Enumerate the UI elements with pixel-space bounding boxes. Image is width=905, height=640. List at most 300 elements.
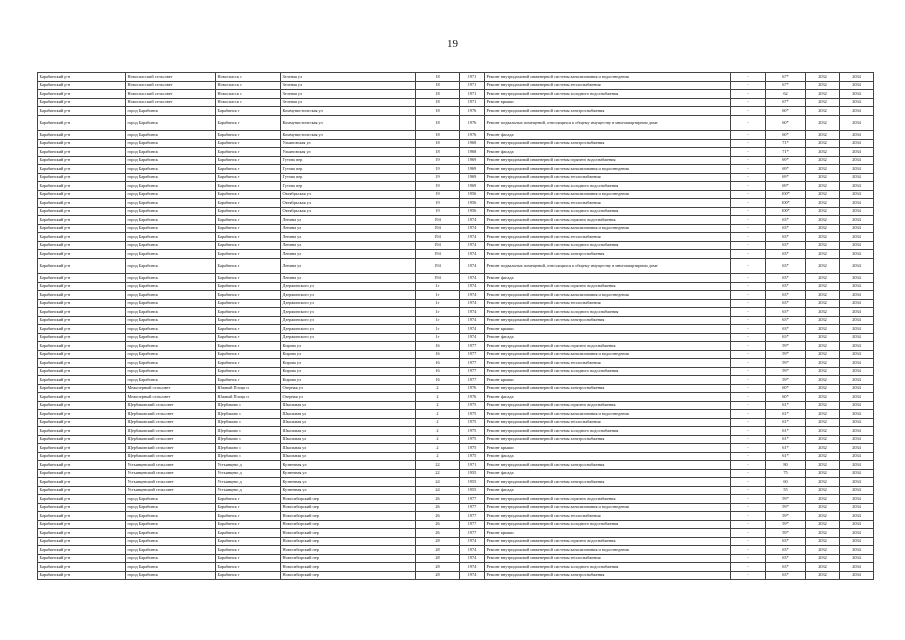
table-row: [38, 571, 874, 580]
cell-settlement: Барабинск г: [216, 316, 281, 325]
cell-street: Школьная ул: [281, 410, 416, 419]
cell-street: Коммунистическая ул: [281, 115, 416, 131]
cell-settlement: Барабинск г: [216, 139, 281, 148]
cell-municipality: город Барабинск: [126, 350, 216, 359]
cell-build-year: 1977: [460, 367, 485, 376]
table-row: [38, 190, 874, 199]
cell-year-end: 2034: [840, 282, 874, 291]
cell-district: Барабинский р-н: [38, 81, 126, 90]
cell-street: Кузнечная ул: [281, 478, 416, 487]
cell-municipality: Щербаковский сельсовет: [126, 452, 216, 461]
cell-year-end: 2034: [840, 401, 874, 410]
cell-year-end: 2034: [840, 512, 874, 521]
cell-wear-percent: 63*: [766, 571, 806, 580]
cell-work-type: Ремонт крыши: [485, 376, 731, 385]
cell-build-year: 1975: [460, 401, 485, 410]
cell-district: Барабинский р-н: [38, 410, 126, 419]
cell-municipality: город Барабинск: [126, 258, 216, 274]
cell-build-year: 1974: [460, 546, 485, 555]
cell-year-end: 2034: [840, 165, 874, 174]
cell-wear-percent: 60*: [766, 393, 806, 402]
cell-year-end: 2034: [840, 90, 874, 99]
cell-house-number: 16: [416, 367, 460, 376]
cell-wear-percent: 67*: [766, 81, 806, 90]
cell-house-number: 28: [416, 554, 460, 563]
table-row: [38, 546, 874, 555]
cell-settlement: Барабинск г: [216, 376, 281, 385]
cell-street: Новосибирский пер: [281, 512, 416, 521]
cell-gap: -: [731, 316, 766, 325]
cell-build-year: 1968: [460, 139, 485, 148]
cell-wear-percent: 63*: [766, 291, 806, 300]
cell-district: Барабинский р-н: [38, 333, 126, 342]
cell-work-type: Ремонт внутридомовой инженерной системы теплоснабжения: [485, 418, 731, 427]
cell-work-type: Ремонт внутридомовой инженерной системы канализования и водоотведения: [485, 224, 731, 233]
cell-gap: -: [731, 529, 766, 538]
cell-municipality: город Барабинск: [126, 148, 216, 157]
cell-gap: -: [731, 384, 766, 393]
cell-gap: -: [731, 376, 766, 385]
cell-work-type: Ремонт внутридомовой инженерной системы горячего водоснабжения: [485, 537, 731, 546]
cell-street: Октябрьская ул: [281, 207, 416, 216]
cell-work-type: Ремонт внутридомовой инженерной системы холодного водоснабжения: [485, 563, 731, 572]
cell-settlement: Барабинск г: [216, 520, 281, 529]
cell-house-number: 2: [416, 444, 460, 453]
cell-municipality: город Барабинск: [126, 376, 216, 385]
cell-house-number: 2: [416, 427, 460, 436]
cell-year-end: 2034: [840, 81, 874, 90]
cell-build-year: 1968: [460, 148, 485, 157]
cell-municipality: город Барабинск: [126, 282, 216, 291]
cell-street: Октябрьская ул: [281, 199, 416, 208]
cell-gap: -: [731, 444, 766, 453]
cell-work-type: Ремонт внутридомовой инженерной системы электроснабжения: [485, 384, 731, 393]
table-row: [38, 199, 874, 208]
cell-house-number: 1г: [416, 325, 460, 334]
cell-wear-percent: 59*: [766, 520, 806, 529]
cell-district: Барабинский р-н: [38, 401, 126, 410]
cell-wear-percent: 59*: [766, 503, 806, 512]
cell-build-year: 1974: [460, 308, 485, 317]
cell-wear-percent: 61*: [766, 444, 806, 453]
cell-year-start: 2032: [806, 503, 840, 512]
cell-settlement: Устьянцево д: [216, 486, 281, 495]
cell-municipality: город Барабинск: [126, 241, 216, 250]
cell-house-number: 1г: [416, 291, 460, 300]
cell-gap: -: [731, 216, 766, 225]
cell-gap: -: [731, 495, 766, 504]
cell-gap: -: [731, 299, 766, 308]
cell-wear-percent: 60*: [766, 131, 806, 140]
cell-gap: -: [731, 258, 766, 274]
cell-municipality: Устьянцевский сельсовет: [126, 478, 216, 487]
cell-wear-percent: 69*: [766, 182, 806, 191]
cell-municipality: Щербаковский сельсовет: [126, 427, 216, 436]
table-row: [38, 90, 874, 99]
cell-gap: -: [731, 333, 766, 342]
cell-municipality: город Барабинск: [126, 216, 216, 225]
cell-year-start: 2032: [806, 520, 840, 529]
cell-street: Новосибирский пер: [281, 546, 416, 555]
cell-settlement: Барабинск г: [216, 224, 281, 233]
cell-year-end: 2034: [840, 571, 874, 580]
cell-house-number: 19: [416, 182, 460, 191]
cell-wear-percent: 100*: [766, 199, 806, 208]
cell-build-year: 1974: [460, 274, 485, 283]
cell-settlement: Барабинск г: [216, 156, 281, 165]
cell-municipality: город Барабинск: [126, 173, 216, 182]
cell-year-end: 2034: [840, 503, 874, 512]
cell-year-start: 2032: [806, 216, 840, 225]
cell-house-number: 19: [416, 207, 460, 216]
cell-settlement: Барабинск г: [216, 190, 281, 199]
cell-work-type: Ремонт подвальных помещений, относящихся к общему имуществу в многоквартирном доме: [485, 115, 731, 131]
cell-build-year: 1974: [460, 233, 485, 242]
cell-street: Кузнечная ул: [281, 461, 416, 470]
cell-settlement: Барабинск г: [216, 512, 281, 521]
table-row: [38, 512, 874, 521]
cell-municipality: Щербаковский сельсовет: [126, 435, 216, 444]
cell-wear-percent: 63*: [766, 308, 806, 317]
cell-house-number: 28: [416, 546, 460, 555]
table-row: [38, 410, 874, 419]
cell-municipality: Щербаковский сельсовет: [126, 418, 216, 427]
cell-district: Барабинский р-н: [38, 427, 126, 436]
cell-gap: -: [731, 325, 766, 334]
cell-district: Барабинский р-н: [38, 554, 126, 563]
cell-settlement: Устьянцево д: [216, 478, 281, 487]
cell-municipality: город Барабинск: [126, 503, 216, 512]
cell-gap: -: [731, 282, 766, 291]
cell-gap: -: [731, 131, 766, 140]
cell-district: Барабинский р-н: [38, 384, 126, 393]
cell-street: Школьная ул: [281, 401, 416, 410]
cell-work-type: Ремонт внутридомовой инженерной системы горячего водоснабжения: [485, 495, 731, 504]
cell-work-type: Ремонт внутридомовой инженерной системы электроснабжения: [485, 139, 731, 148]
cell-street: Кузнечная ул: [281, 486, 416, 495]
cell-district: Барабинский р-н: [38, 537, 126, 546]
cell-build-year: 1977: [460, 503, 485, 512]
cell-gap: -: [731, 274, 766, 283]
cell-work-type: Ремонт внутридомовой инженерной системы теплоснабжения: [485, 359, 731, 368]
cell-year-end: 2034: [840, 299, 874, 308]
cell-municipality: город Барабинск: [126, 308, 216, 317]
cell-gap: -: [731, 452, 766, 461]
cell-house-number: 194: [416, 274, 460, 283]
cell-year-start: 2032: [806, 156, 840, 165]
cell-house-number: 1г: [416, 282, 460, 291]
page-number: 19: [447, 38, 458, 50]
table-row: [38, 469, 874, 478]
cell-build-year: 1974: [460, 258, 485, 274]
cell-year-start: 2032: [806, 537, 840, 546]
cell-house-number: 28: [416, 537, 460, 546]
cell-district: Барабинский р-н: [38, 156, 126, 165]
cell-settlement: Щербаково с: [216, 427, 281, 436]
cell-work-type: Ремонт внутридомовой инженерной системы канализования и водоотведения: [485, 546, 731, 555]
cell-build-year: 1971: [460, 73, 485, 82]
cell-year-start: 2032: [806, 461, 840, 470]
cell-wear-percent: 59*: [766, 376, 806, 385]
cell-year-start: 2032: [806, 190, 840, 199]
cell-district: Барабинский р-н: [38, 376, 126, 385]
cell-settlement: Южный Плоцк п: [216, 384, 281, 393]
cell-settlement: Барабинск г: [216, 182, 281, 191]
cell-gap: -: [731, 359, 766, 368]
cell-work-type: Ремонт фасада: [485, 469, 731, 478]
table-row: [38, 250, 874, 259]
cell-wear-percent: 61*: [766, 401, 806, 410]
cell-year-start: 2032: [806, 546, 840, 555]
cell-build-year: 1976: [460, 384, 485, 393]
table-row: [38, 444, 874, 453]
cell-street: Школьная ул: [281, 427, 416, 436]
cell-district: Барабинский р-н: [38, 486, 126, 495]
cell-build-year: 1974: [460, 563, 485, 572]
cell-wear-percent: 61*: [766, 427, 806, 436]
cell-street: Ленина ул: [281, 241, 416, 250]
cell-year-end: 2034: [840, 537, 874, 546]
cell-street: Кирова ул: [281, 359, 416, 368]
cell-year-start: 2032: [806, 359, 840, 368]
table-row: [38, 316, 874, 325]
cell-build-year: 1974: [460, 554, 485, 563]
cell-year-start: 2032: [806, 258, 840, 274]
cell-wear-percent: 62: [766, 90, 806, 99]
cell-street: Коммунистическая ул: [281, 107, 416, 116]
table-row: [38, 486, 874, 495]
cell-house-number: 18: [416, 98, 460, 107]
cell-build-year: 1975: [460, 418, 485, 427]
cell-wear-percent: 61*: [766, 418, 806, 427]
cell-house-number: 24: [416, 486, 460, 495]
cell-house-number: 2: [416, 435, 460, 444]
table-row: [38, 452, 874, 461]
cell-district: Барабинский р-н: [38, 131, 126, 140]
table-row: [38, 478, 874, 487]
cell-house-number: 18: [416, 115, 460, 131]
cell-wear-percent: 63*: [766, 241, 806, 250]
cell-district: Барабинский р-н: [38, 478, 126, 487]
cell-gap: -: [731, 401, 766, 410]
cell-year-end: 2034: [840, 444, 874, 453]
cell-work-type: Ремонт внутридомовой инженерной системы теплоснабжения: [485, 199, 731, 208]
cell-municipality: город Барабинск: [126, 537, 216, 546]
cell-work-type: Ремонт внутридомовой инженерной системы горячего водоснабжения: [485, 216, 731, 225]
cell-year-end: 2034: [840, 325, 874, 334]
cell-street: Зеленая ул: [281, 73, 416, 82]
cell-street: Дзержинского ул: [281, 325, 416, 334]
cell-district: Барабинский р-н: [38, 435, 126, 444]
cell-year-start: 2032: [806, 81, 840, 90]
cell-municipality: город Барабинск: [126, 233, 216, 242]
table-row: [38, 224, 874, 233]
cell-year-start: 2032: [806, 148, 840, 157]
cell-district: Барабинский р-н: [38, 216, 126, 225]
cell-build-year: 1956: [460, 207, 485, 216]
cell-year-start: 2032: [806, 571, 840, 580]
cell-municipality: город Барабинск: [126, 571, 216, 580]
table-row: [38, 233, 874, 242]
table-row: [38, 173, 874, 182]
cell-district: Барабинский р-н: [38, 173, 126, 182]
cell-gap: -: [731, 393, 766, 402]
cell-year-start: 2032: [806, 554, 840, 563]
cell-gap: -: [731, 427, 766, 436]
table-row: [38, 156, 874, 165]
cell-municipality: Межозерный сельсовет: [126, 384, 216, 393]
table-row: [38, 563, 874, 572]
cell-build-year: 1976: [460, 393, 485, 402]
cell-street: Новосибирский пер: [281, 563, 416, 572]
cell-year-start: 2032: [806, 444, 840, 453]
cell-year-end: 2034: [840, 224, 874, 233]
cell-year-start: 2032: [806, 139, 840, 148]
cell-settlement: Барабинск г: [216, 529, 281, 538]
cell-wear-percent: 75: [766, 469, 806, 478]
cell-year-end: 2034: [840, 486, 874, 495]
cell-build-year: 1971: [460, 461, 485, 470]
cell-house-number: 2: [416, 393, 460, 402]
cell-work-type: Ремонт подвальных помещений, относящихся к общему имуществу в многоквартирном доме: [485, 258, 731, 274]
cell-district: Барабинский р-н: [38, 241, 126, 250]
cell-year-start: 2032: [806, 250, 840, 259]
cell-street: Школьная ул: [281, 435, 416, 444]
cell-build-year: 1969: [460, 165, 485, 174]
cell-district: Барабинский р-н: [38, 308, 126, 317]
cell-year-start: 2032: [806, 274, 840, 283]
cell-work-type: Ремонт внутридомовой инженерной системы горячего водоснабжения: [485, 342, 731, 351]
cell-work-type: Ремонт фасада: [485, 274, 731, 283]
cell-settlement: Барабинск г: [216, 207, 281, 216]
cell-wear-percent: 60*: [766, 115, 806, 131]
cell-year-start: 2032: [806, 435, 840, 444]
cell-street: Кирова ул: [281, 376, 416, 385]
table-row: [38, 98, 874, 107]
table-row: [38, 554, 874, 563]
cell-wear-percent: 63*: [766, 333, 806, 342]
cell-street: Дзержинского ул: [281, 308, 416, 317]
cell-year-start: 2032: [806, 316, 840, 325]
table-row: [38, 503, 874, 512]
cell-settlement: Барабинск г: [216, 115, 281, 131]
cell-district: Барабинский р-н: [38, 274, 126, 283]
table-row: [38, 216, 874, 225]
cell-work-type: Ремонт внутридомовой инженерной системы электроснабжения: [485, 461, 731, 470]
cell-house-number: 1г: [416, 299, 460, 308]
cell-municipality: город Барабинск: [126, 199, 216, 208]
cell-year-end: 2034: [840, 131, 874, 140]
cell-settlement: Барабинск г: [216, 333, 281, 342]
cell-street: Школьная ул: [281, 452, 416, 461]
cell-gap: -: [731, 190, 766, 199]
cell-street: Гутова пер: [281, 165, 416, 174]
cell-municipality: город Барабинск: [126, 367, 216, 376]
cell-build-year: 1977: [460, 350, 485, 359]
cell-year-end: 2034: [840, 190, 874, 199]
cell-year-end: 2034: [840, 410, 874, 419]
cell-year-end: 2034: [840, 520, 874, 529]
cell-year-end: 2034: [840, 393, 874, 402]
cell-street: Ленина ул: [281, 224, 416, 233]
cell-street: Ленина ул: [281, 258, 416, 274]
cell-gap: -: [731, 81, 766, 90]
cell-build-year: 1977: [460, 376, 485, 385]
cell-work-type: Ремонт внутридомовой инженерной системы канализования и водоотведения: [485, 410, 731, 419]
cell-wear-percent: 67*: [766, 73, 806, 82]
cell-work-type: Ремонт внутридомовой инженерной системы электроснабжения: [485, 435, 731, 444]
cell-year-end: 2034: [840, 139, 874, 148]
cell-gap: -: [731, 350, 766, 359]
cell-house-number: 18: [416, 131, 460, 140]
cell-gap: -: [731, 224, 766, 233]
table-row: [38, 342, 874, 351]
cell-house-number: 2: [416, 384, 460, 393]
cell-house-number: 26: [416, 512, 460, 521]
cell-year-start: 2032: [806, 418, 840, 427]
cell-gap: -: [731, 461, 766, 470]
cell-street: Ленина ул: [281, 274, 416, 283]
cell-settlement: Барабинск г: [216, 258, 281, 274]
cell-street: Дзержинского ул: [281, 282, 416, 291]
cell-build-year: 1977: [460, 342, 485, 351]
cell-gap: -: [731, 98, 766, 107]
table-row: [38, 461, 874, 470]
cell-house-number: 18: [416, 139, 460, 148]
cell-wear-percent: 55: [766, 486, 806, 495]
cell-municipality: город Барабинск: [126, 131, 216, 140]
cell-gap: -: [731, 199, 766, 208]
cell-gap: -: [731, 156, 766, 165]
cell-wear-percent: 59*: [766, 367, 806, 376]
cell-year-end: 2034: [840, 478, 874, 487]
table-row: [38, 308, 874, 317]
table-row: [38, 139, 874, 148]
cell-municipality: Межозерный сельсовет: [126, 393, 216, 402]
cell-street: Новосибирский пер: [281, 520, 416, 529]
cell-year-start: 2032: [806, 207, 840, 216]
cell-work-type: Ремонт внутридомовой инженерной системы канализования и водоотведения: [485, 165, 731, 174]
cell-street: Зеленая ул: [281, 81, 416, 90]
cell-year-start: 2032: [806, 401, 840, 410]
cell-build-year: 1976: [460, 131, 485, 140]
cell-settlement: Щербаково с: [216, 401, 281, 410]
cell-house-number: 26: [416, 529, 460, 538]
cell-settlement: Барабинск г: [216, 274, 281, 283]
cell-year-start: 2032: [806, 529, 840, 538]
table-row: [38, 520, 874, 529]
cell-wear-percent: 59*: [766, 350, 806, 359]
cell-wear-percent: 61*: [766, 410, 806, 419]
cell-work-type: Ремонт внутридомовой инженерной системы холодного водоснабжения: [485, 308, 731, 317]
cell-build-year: 1974: [460, 224, 485, 233]
cell-settlement: Барабинск г: [216, 199, 281, 208]
cell-gap: -: [731, 486, 766, 495]
cell-build-year: 1974: [460, 216, 485, 225]
cell-work-type: Ремонт внутридомовой инженерной системы электроснабжения: [485, 571, 731, 580]
cell-municipality: город Барабинск: [126, 316, 216, 325]
cell-wear-percent: 63*: [766, 258, 806, 274]
cell-gap: -: [731, 308, 766, 317]
table-row: [38, 148, 874, 157]
cell-street: Гутова пер: [281, 173, 416, 182]
cell-settlement: Барабинск г: [216, 359, 281, 368]
cell-house-number: 18: [416, 107, 460, 116]
cell-street: Коммунистическая ул: [281, 131, 416, 140]
cell-municipality: город Барабинск: [126, 529, 216, 538]
cell-work-type: Ремонт крыши: [485, 325, 731, 334]
cell-municipality: Щербаковский сельсовет: [126, 401, 216, 410]
